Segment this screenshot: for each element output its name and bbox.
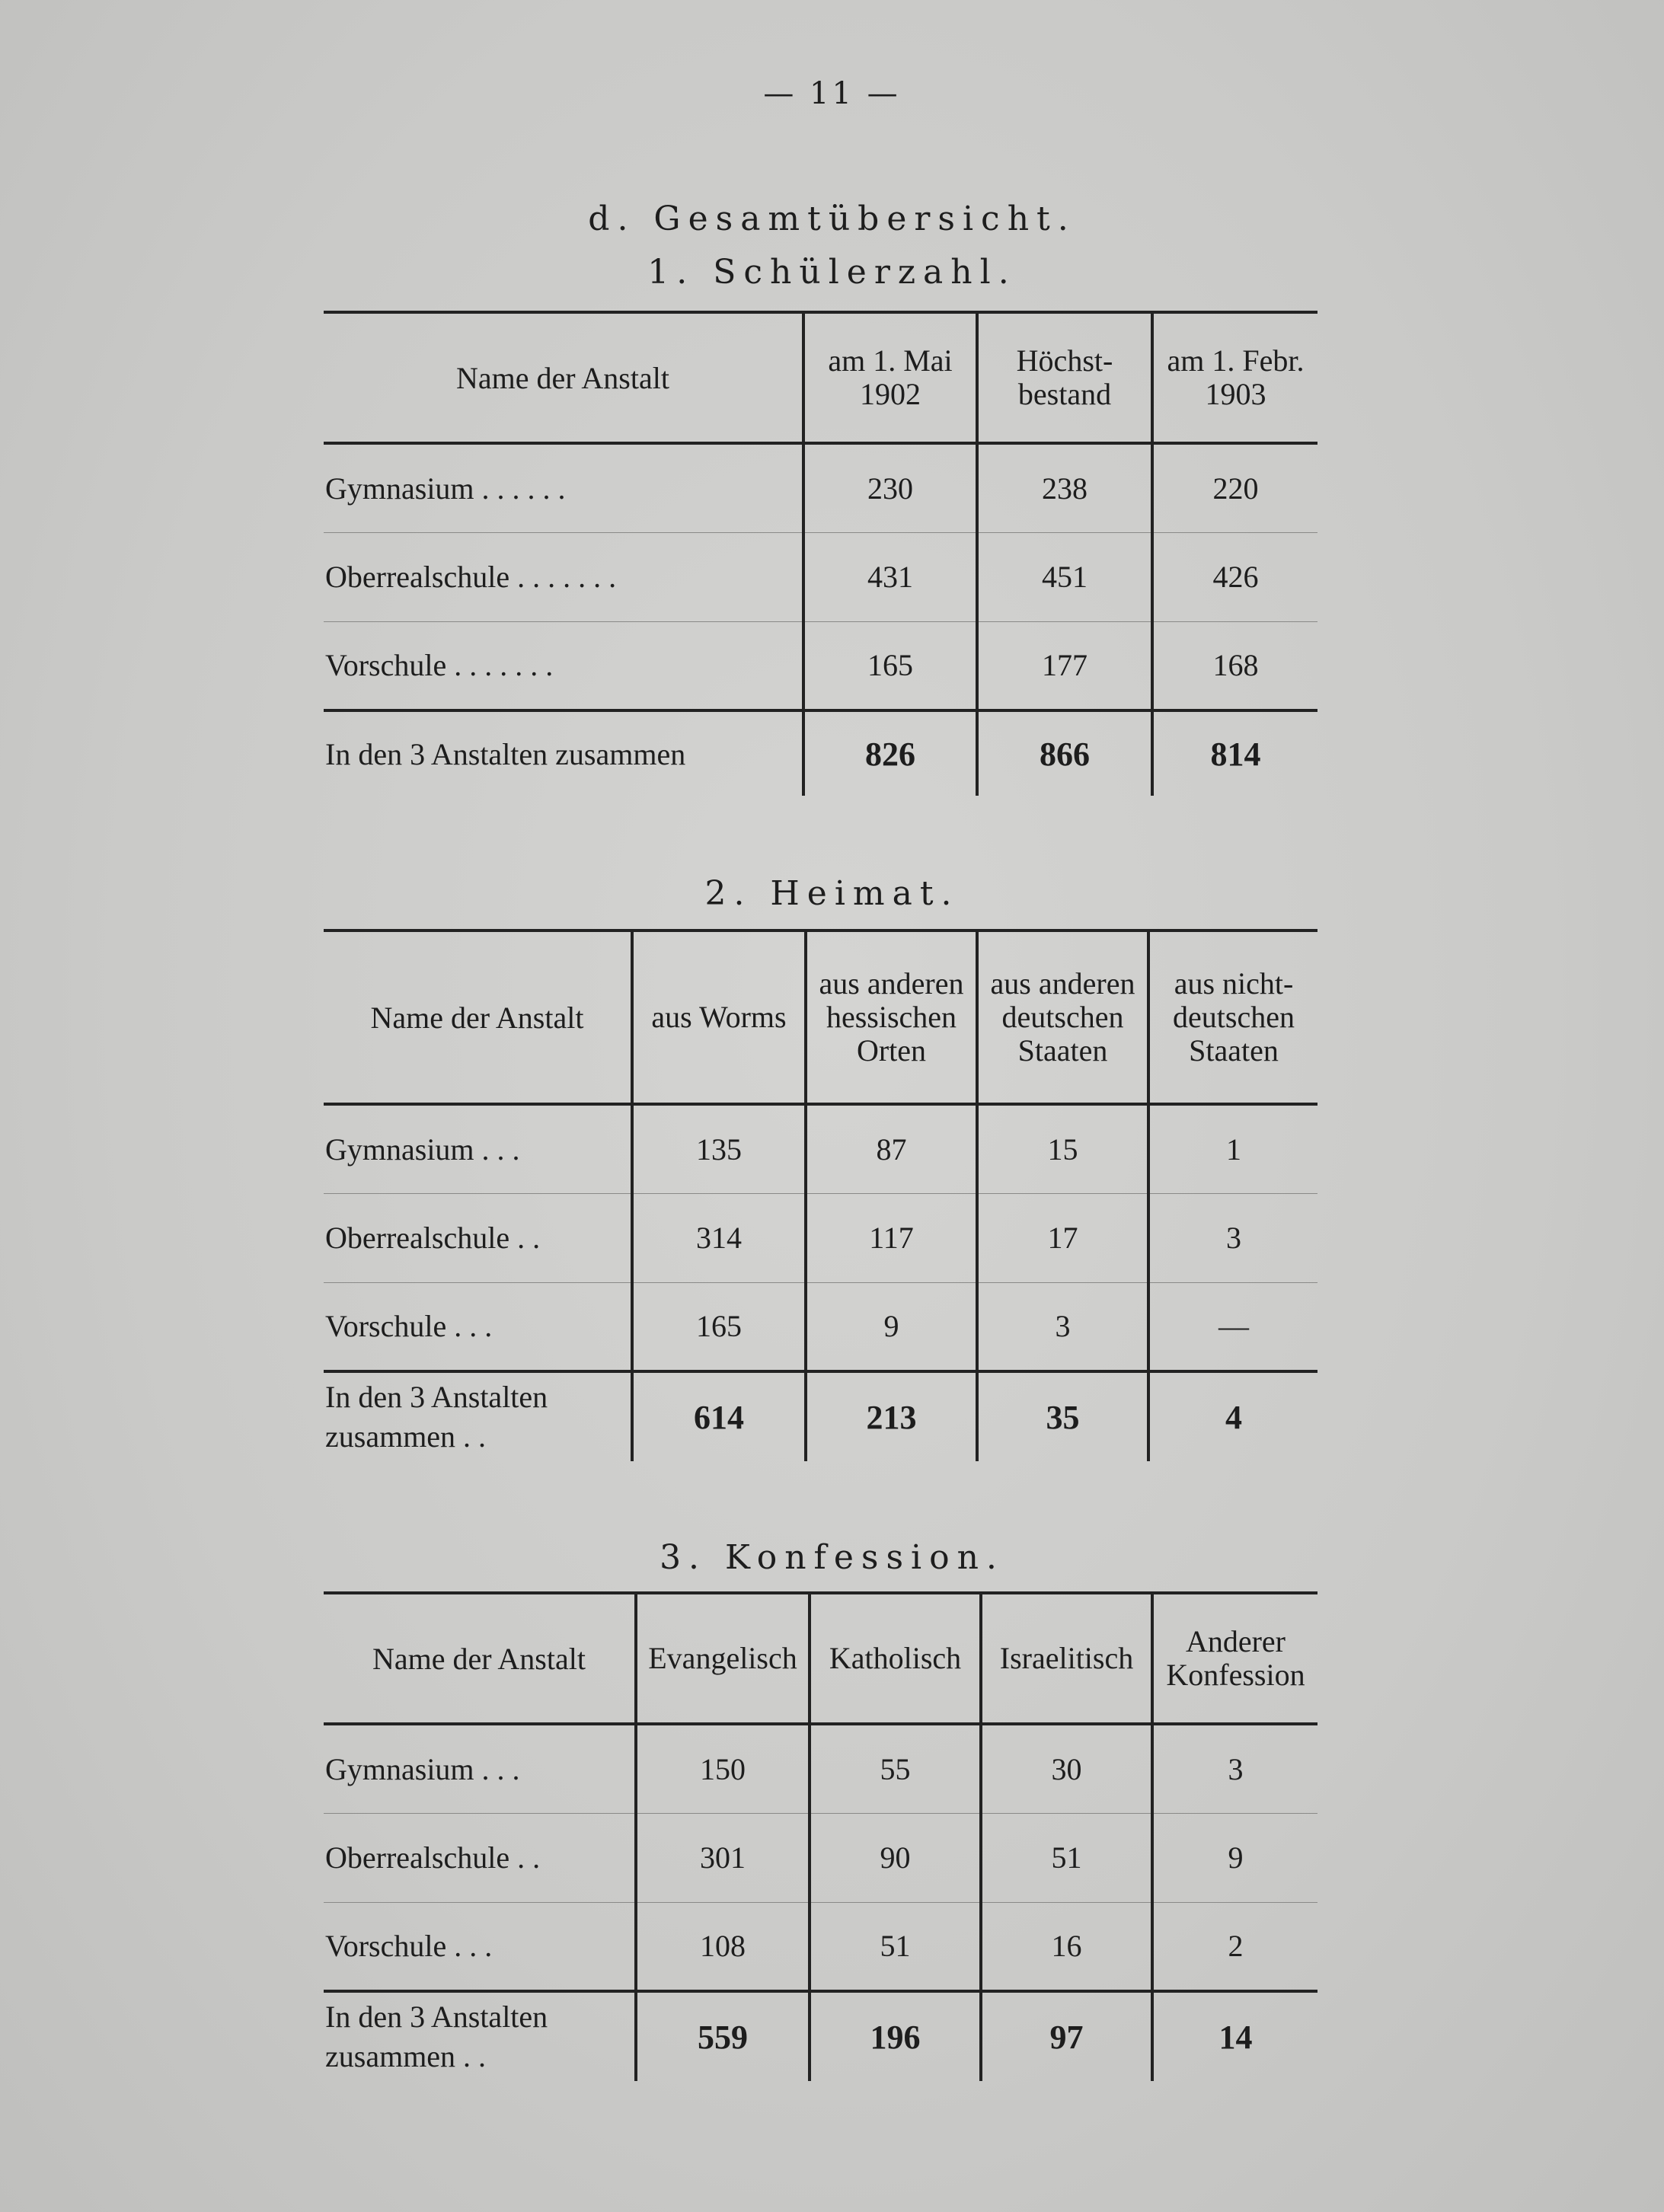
total-value: 826 <box>803 710 977 796</box>
total-value: 97 <box>981 1991 1152 2081</box>
row-label: Gymnasium . . . <box>325 1132 520 1167</box>
cell-value: 3 <box>1148 1193 1317 1282</box>
cell-value: 30 <box>981 1724 1152 1813</box>
cell-value: 90 <box>810 1813 981 1902</box>
table-row <box>324 1813 1317 1902</box>
total-value: 35 <box>977 1371 1148 1461</box>
cell-value: 230 <box>803 443 977 532</box>
cell-value: 431 <box>803 532 977 621</box>
column-header: aus nicht-deutschen Staaten <box>1148 930 1317 1104</box>
total-label: In den 3 Anstalten zusammen <box>325 736 686 771</box>
table-row <box>324 1902 1317 1991</box>
row-label: Gymnasium . . . . . . <box>325 471 566 506</box>
cell-value: 168 <box>1152 621 1317 710</box>
table-row <box>324 621 1317 710</box>
total-value: 559 <box>636 1991 810 2081</box>
cell-value: 9 <box>806 1282 977 1371</box>
column-header: Katholisch <box>810 1593 981 1724</box>
cell-value: — <box>1148 1282 1317 1371</box>
table-row <box>324 1724 1317 1813</box>
column-header: Name der Anstalt <box>372 1641 586 1676</box>
total-row <box>324 1991 1317 2081</box>
total-label: In den 3 Anstalten zusammen . . <box>325 1380 548 1454</box>
column-header: aus anderen deutschen Staaten <box>977 930 1148 1104</box>
cell-value: 17 <box>977 1193 1148 1282</box>
cell-value: 451 <box>977 532 1152 621</box>
cell-value: 117 <box>806 1193 977 1282</box>
cell-value: 1 <box>1148 1104 1317 1193</box>
column-header: aus anderen hessischen Orten <box>806 930 977 1104</box>
row-label: Gymnasium . . . <box>325 1751 520 1786</box>
cell-value: 426 <box>1152 532 1317 621</box>
table-row <box>324 1282 1317 1371</box>
cell-value: 15 <box>977 1104 1148 1193</box>
section-heading-konfession: 3. Konfession. <box>660 1538 1004 1577</box>
cell-value: 2 <box>1152 1902 1317 1991</box>
cell-value: 314 <box>632 1193 806 1282</box>
table-heimat <box>324 929 1317 1461</box>
column-header: Israelitisch <box>981 1593 1152 1724</box>
column-header: Name der Anstalt <box>456 360 669 395</box>
cell-value: 3 <box>977 1282 1148 1371</box>
total-value: 4 <box>1148 1371 1317 1461</box>
cell-value: 108 <box>636 1902 810 1991</box>
table-row <box>324 532 1317 621</box>
column-header: Evangelisch <box>636 1593 810 1724</box>
column-header: aus Worms <box>632 930 806 1104</box>
cell-value: 220 <box>1152 443 1317 532</box>
table-konfession <box>324 1591 1317 2081</box>
cell-value: 177 <box>977 621 1152 710</box>
cell-value: 165 <box>632 1282 806 1371</box>
cell-value: 135 <box>632 1104 806 1193</box>
table-row <box>324 1104 1317 1193</box>
cell-value: 16 <box>981 1902 1152 1991</box>
table-row <box>324 443 1317 532</box>
cell-value: 238 <box>977 443 1152 532</box>
section-heading-schuelerzahl: 1. Schülerzahl. <box>647 253 1017 292</box>
table-row <box>324 1193 1317 1282</box>
total-value: 196 <box>810 1991 981 2081</box>
row-label: Oberrealschule . . <box>325 1221 541 1255</box>
cell-value: 301 <box>636 1813 810 1902</box>
row-label: Oberrealschule . . <box>325 1840 541 1875</box>
total-value: 866 <box>977 710 1152 796</box>
column-header: Anderer Konfession <box>1152 1593 1317 1724</box>
cell-value: 165 <box>803 621 977 710</box>
total-row <box>324 1371 1317 1461</box>
section-heading-heimat: 2. Heimat. <box>704 874 960 913</box>
cell-value: 87 <box>806 1104 977 1193</box>
total-row <box>324 710 1317 796</box>
total-value: 14 <box>1152 1991 1317 2081</box>
cell-value: 9 <box>1152 1813 1317 1902</box>
column-header: Name der Anstalt <box>370 1000 584 1035</box>
row-label: Vorschule . . . <box>325 1929 493 1964</box>
total-value: 614 <box>632 1371 806 1461</box>
cell-value: 150 <box>636 1724 810 1813</box>
column-header: am 1. Febr. 1903 <box>1152 312 1317 443</box>
main-heading: d. Gesamtübersicht. <box>588 199 1076 238</box>
table-schuelerzahl <box>324 311 1317 796</box>
total-label: In den 3 Anstalten zusammen . . <box>325 2000 548 2073</box>
column-header: Höchst-bestand <box>977 312 1152 443</box>
total-value: 213 <box>806 1371 977 1461</box>
row-label: Vorschule . . . <box>325 1309 493 1344</box>
cell-value: 51 <box>981 1813 1152 1902</box>
page-number: — 11 — <box>763 76 901 111</box>
row-label: Vorschule . . . . . . . <box>325 648 554 683</box>
cell-value: 55 <box>810 1724 981 1813</box>
column-header: am 1. Mai 1902 <box>803 312 977 443</box>
total-value: 814 <box>1152 710 1317 796</box>
cell-value: 51 <box>810 1902 981 1991</box>
row-label: Oberrealschule . . . . . . . <box>325 560 617 594</box>
cell-value: 3 <box>1152 1724 1317 1813</box>
